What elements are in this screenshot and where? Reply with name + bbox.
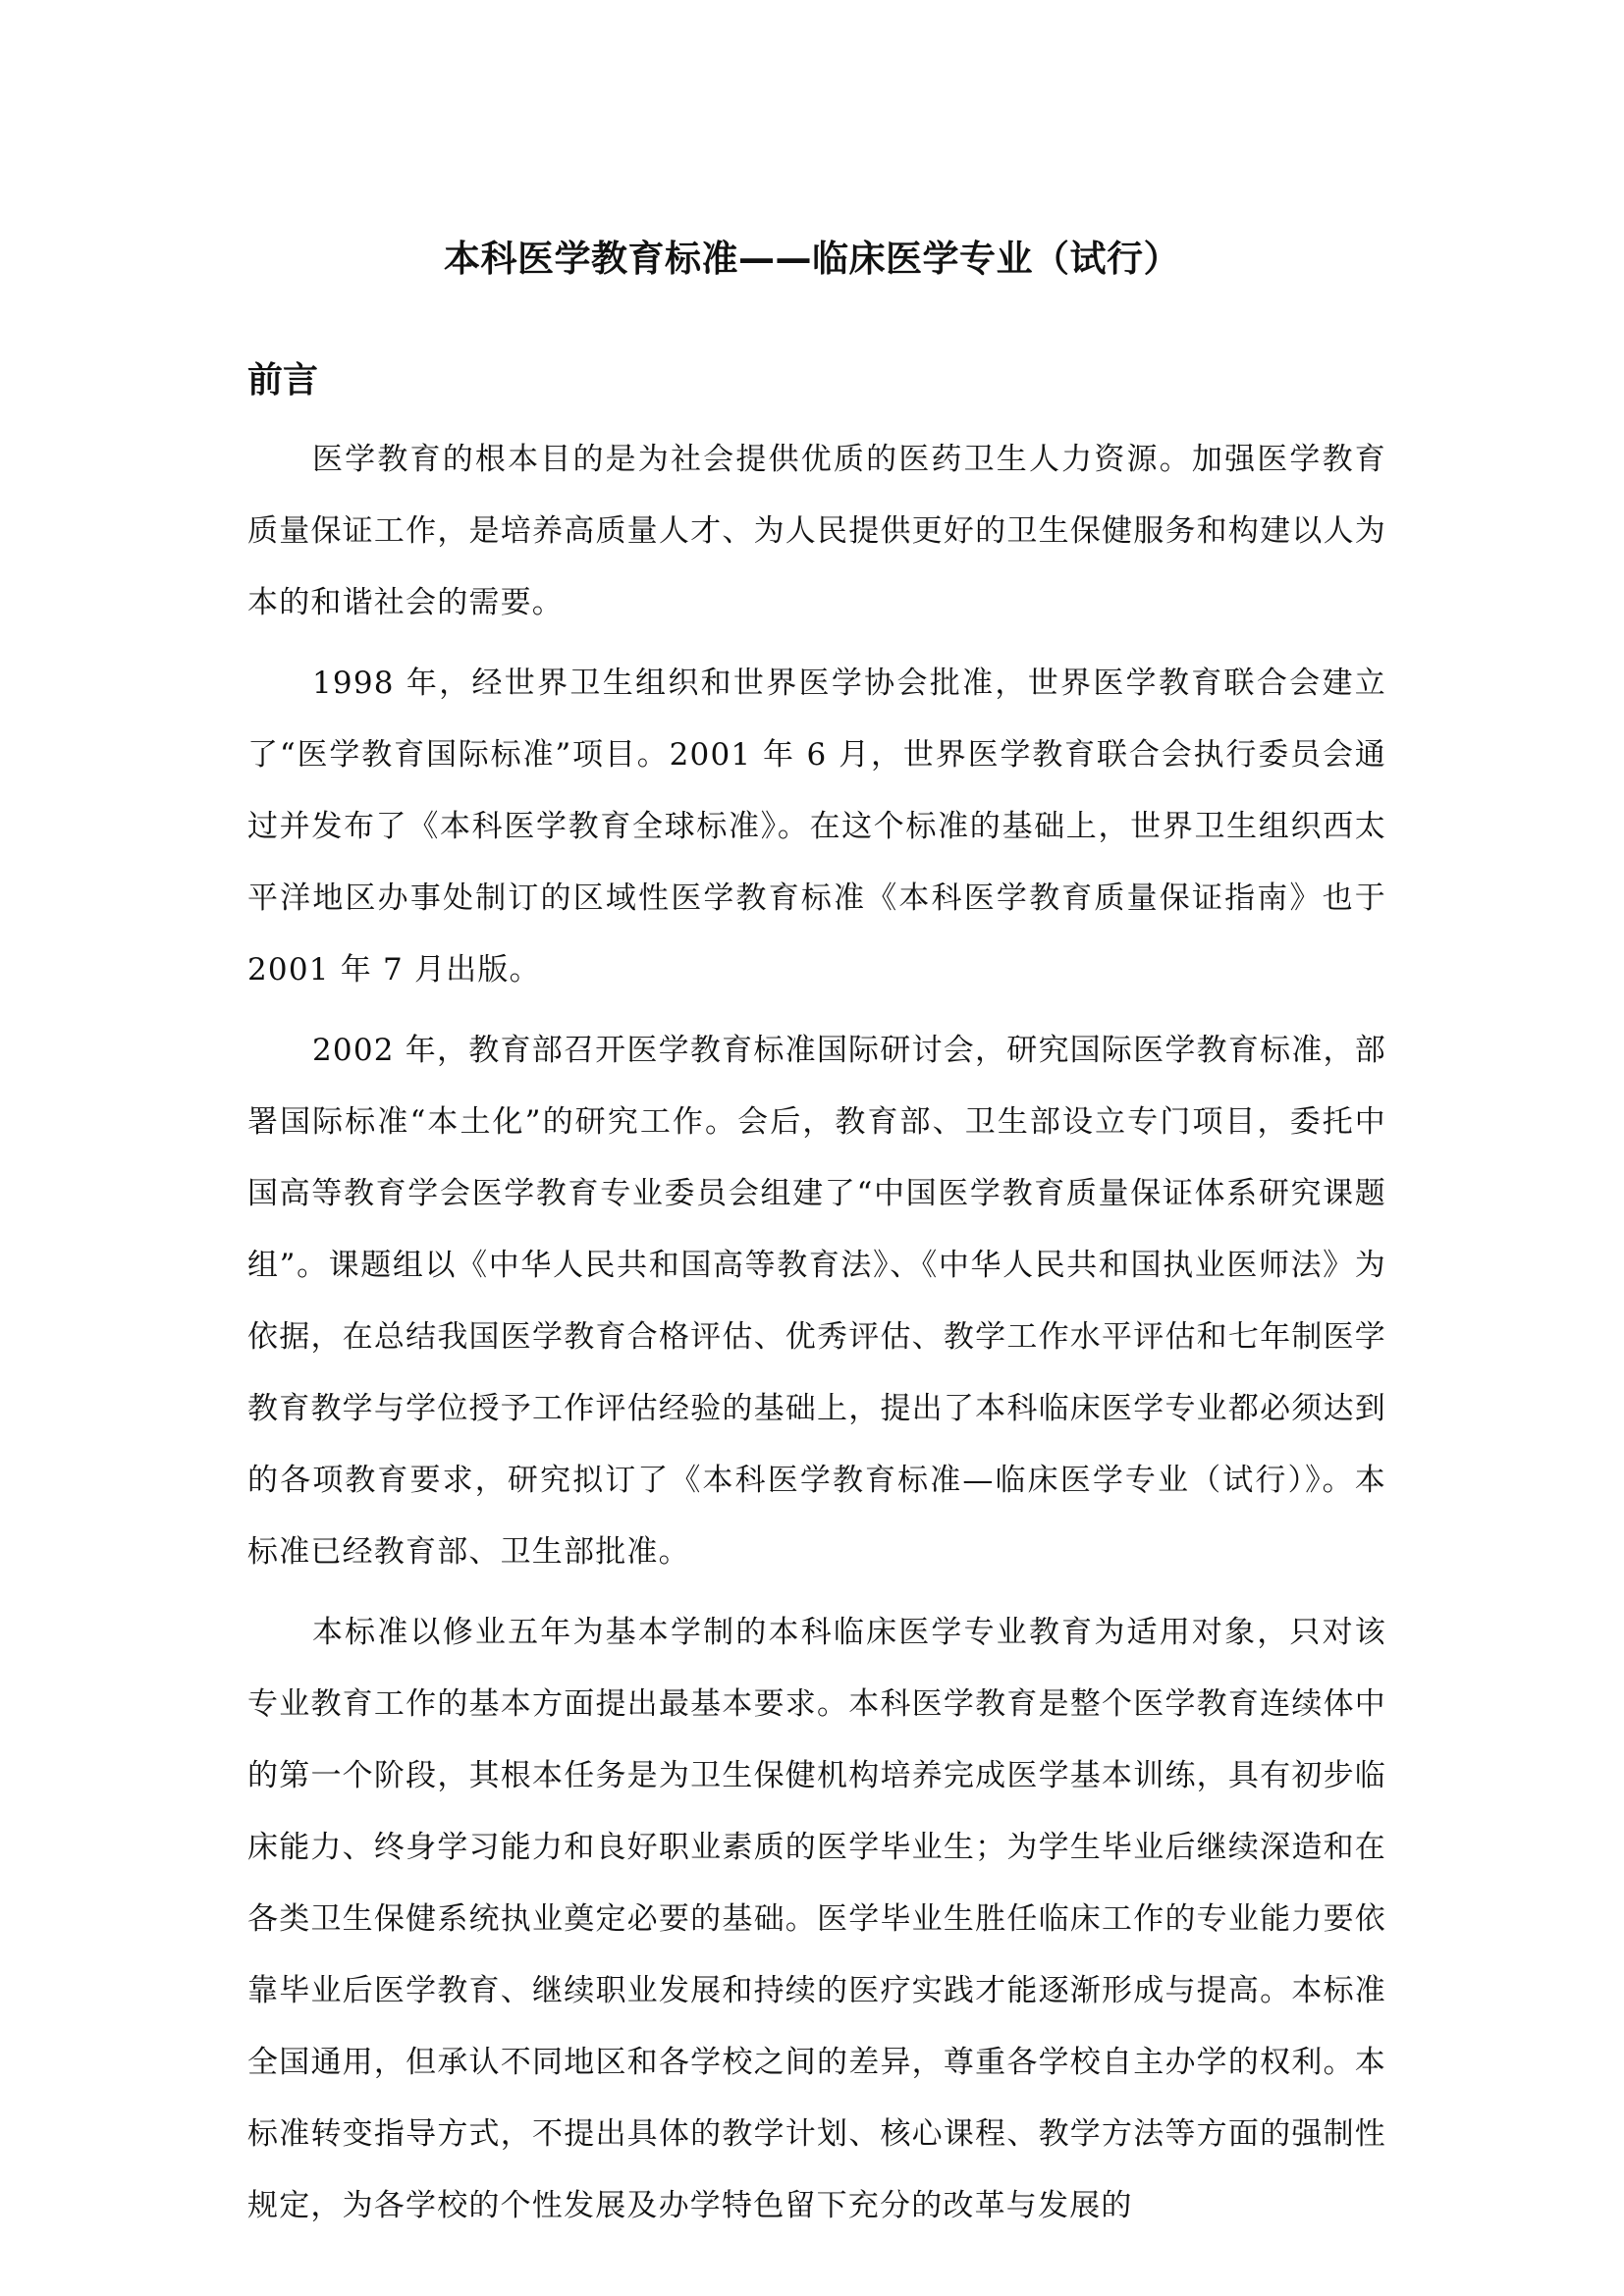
document-title: 本科医学教育标准——临床医学专业（试行）: [444, 238, 1180, 280]
paragraph: 医学教育的根本目的是为社会提供优质的医药卫生人力资源。加强医学教育质量保证工作，是培养高质量人才、为人民提供更好的卫生保健服务和构建以人为本的和谐社会的需要。: [247, 442, 1386, 620]
paragraph: 1998 年，经世界卫生组织和世界医学协会批准，世界医学教育联合会建立了“医学教育国际标准”项目。2001 年 6 月，世界医学教育联合会执行委员会通过并发布了《本科医学教育全球标准》。在这个标准的基础上，世界卫生组织西太平洋地区办事处制订的区域性医学教育标准《本科医学教育质量保证指南》也于 2001 年 7 月出版。: [247, 666, 1386, 988]
document-body: [247, 424, 1386, 2251]
paragraph: 本标准以修业五年为基本学制的本科临床医学专业教育为适用对象，只对该专业教育工作的基本方面提出最基本要求。本科医学教育是整个医学教育连续体中的第一个阶段，其根本任务是为卫生保健机构培养完成医学基本训练，具有初步临床能力、终身学习能力和良好职业素质的医学毕业生；为学生毕业后继续深造和在各类卫生保健系统执业奠定必要的基础。医学毕业生胜任临床工作的专业能力要依靠毕业后医学教育、继续职业发展和持续的医疗实践才能逐渐形成与提高。本标准全国通用，但承认不同地区和各学校之间的差异，尊重各学校自主办学的权利。本标准转变指导方式，不提出具体的教学计划、核心课程、教学方法等方面的强制性规定，为各学校的个性发展及办学特色留下充分的改革与发展的: [247, 1615, 1386, 2223]
paragraph: 2002 年，教育部召开医学教育标准国际研讨会，研究国际医学教育标准，部署国际标准“本土化”的研究工作。会后，教育部、卫生部设立专门项目，委托中国高等教育学会医学教育专业委员会组建了“中国医学教育质量保证体系研究课题组”。课题组以《中华人民共和国高等教育法》、《中华人民共和国执业医师法》为依据，在总结我国医学教育合格评估、优秀评估、教学工作水平评估和七年制医学教育教学与学位授予工作评估经验的基础上，提出了本科临床医学专业都必须达到的各项教育要求，研究拟订了《本科医学教育标准—临床医学专业（试行）》。本标准已经教育部、卫生部批准。: [247, 1033, 1386, 1570]
section-heading-preface: 前言: [247, 360, 319, 400]
